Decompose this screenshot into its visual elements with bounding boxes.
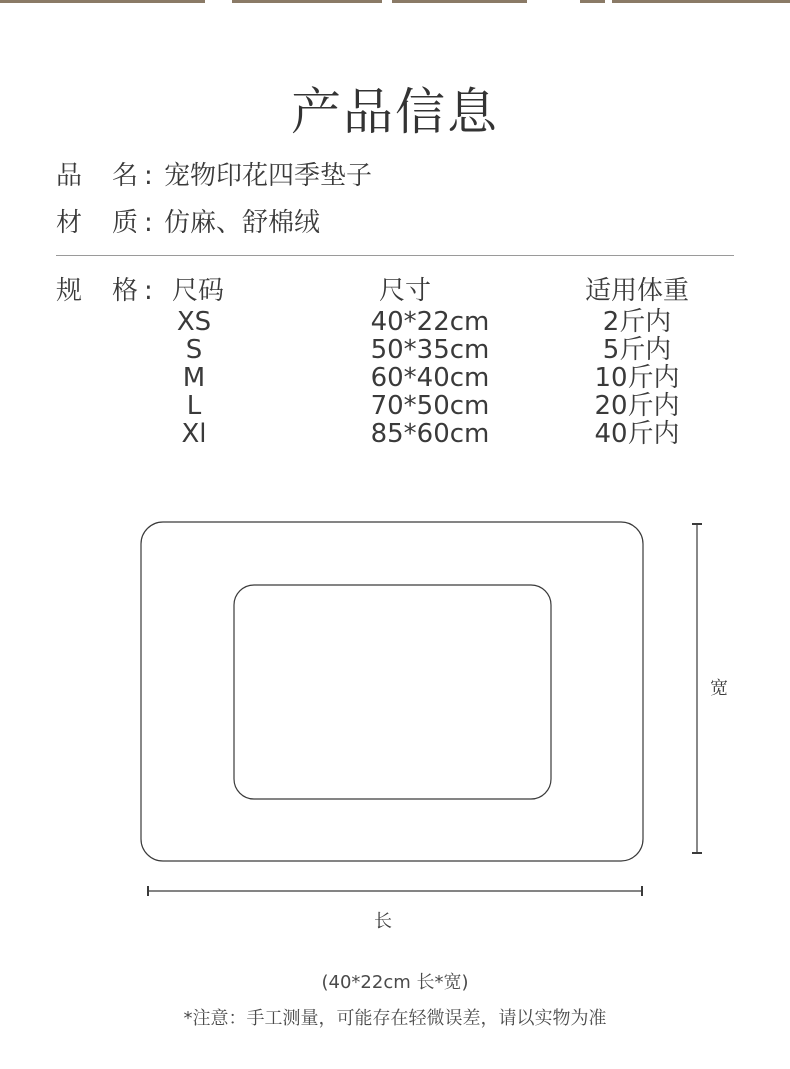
- label-char-1: 规: [56, 276, 83, 306]
- outer-mat-outline: [141, 522, 643, 861]
- label-char-2: 质: [112, 208, 139, 238]
- table-cell-weight: 2斤内: [602, 307, 672, 337]
- column-header-size: 尺码: [172, 276, 225, 306]
- table-cell-dimensions: 70*50cm: [370, 391, 490, 421]
- table-cell-weight: 10斤内: [594, 363, 680, 393]
- measurement-note: *注意：手工测量，可能存在轻微误差，请以实物为准: [183, 1008, 607, 1029]
- width-dimension-line: [692, 524, 702, 853]
- label-char-1: 材: [56, 208, 83, 238]
- label-char-1: 品: [56, 161, 83, 191]
- label-char-2: 格: [112, 276, 139, 306]
- table-cell-weight: 40斤内: [594, 419, 680, 449]
- table-cell-size: S: [185, 335, 203, 365]
- label-colon: :: [144, 161, 153, 191]
- length-dimension-line: [148, 886, 642, 896]
- column-header-dimensions: 尺寸: [379, 276, 432, 306]
- table-cell-dimensions: 40*22cm: [370, 307, 490, 337]
- label-colon: :: [144, 208, 153, 238]
- table-cell-size: XS: [176, 307, 212, 337]
- table-cell-weight: 20斤内: [594, 391, 680, 421]
- table-cell-dimensions: 50*35cm: [370, 335, 490, 365]
- inner-mat-outline: [234, 585, 551, 799]
- column-header-weight: 适用体重: [585, 276, 690, 306]
- label-char-2: 名: [112, 161, 139, 191]
- page-title: 产品信息: [291, 83, 499, 141]
- size-caption: (40*22cm 长*宽): [321, 972, 469, 993]
- table-cell-weight: 5斤内: [602, 335, 672, 365]
- width-label: 宽: [710, 678, 728, 699]
- label-colon: :: [144, 276, 153, 306]
- table-cell-size: L: [186, 391, 202, 421]
- table-cell-size: M: [182, 363, 206, 393]
- table-cell-dimensions: 85*60cm: [370, 419, 490, 449]
- product-name-value: 宠物印花四季垫子: [164, 161, 373, 191]
- table-cell-size: Xl: [181, 419, 207, 449]
- material-value: 仿麻、舒棉绒: [164, 208, 321, 238]
- table-cell-dimensions: 60*40cm: [370, 363, 490, 393]
- length-label: 长: [374, 911, 392, 932]
